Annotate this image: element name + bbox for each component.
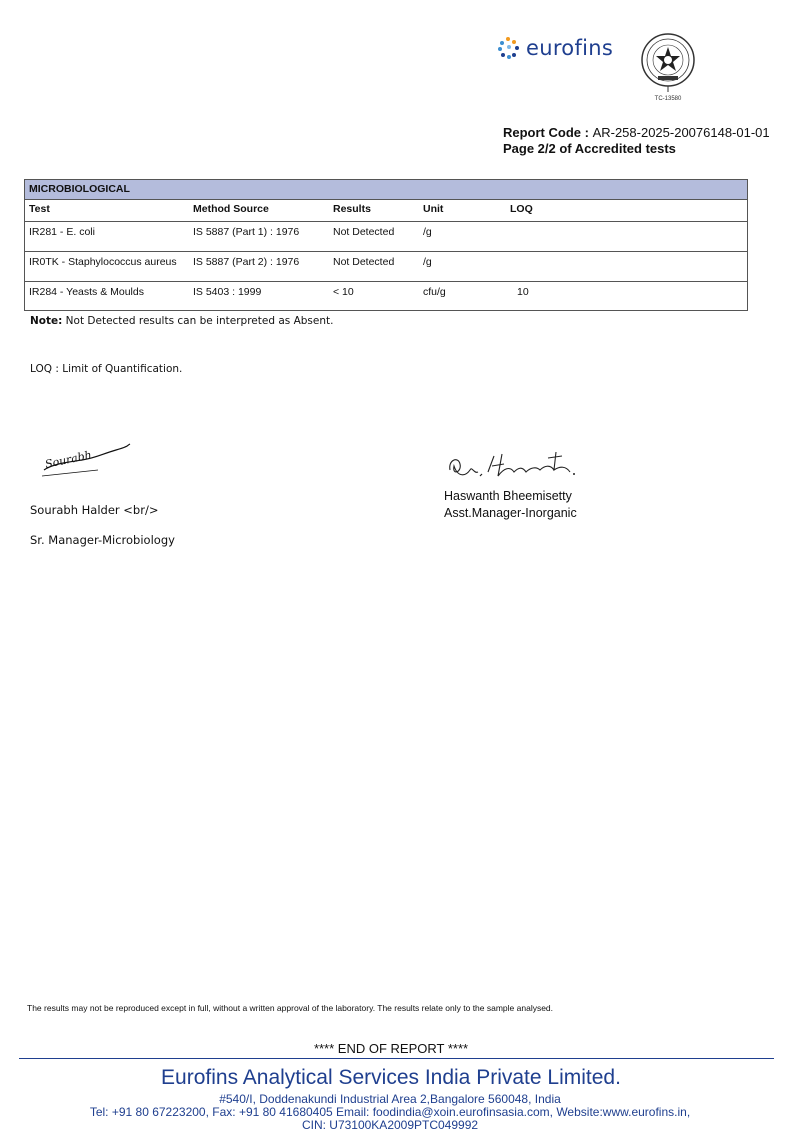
cell-test: IR281 - E. coli xyxy=(29,226,95,238)
company-contact: Tel: +91 80 67223200, Fax: +91 80 41680405 Email: foodindia@xoin.eurofinsasia.com, Website:www.eurofins.in, xyxy=(89,1105,691,1119)
eurofins-dots-icon xyxy=(498,37,520,59)
column-header: Unit xyxy=(423,203,444,215)
left-signatory-title: Sr. Manager-Microbiology xyxy=(30,533,175,547)
results-table xyxy=(24,179,748,311)
report-code-value: AR-258-2025-20076148-01-01 xyxy=(592,125,770,140)
note-label: Note: xyxy=(30,315,63,327)
table-header-row xyxy=(25,200,747,222)
end-of-report: **** END OF REPORT **** xyxy=(313,1041,469,1056)
cell-unit: /g xyxy=(423,256,432,268)
cell-unit: /g xyxy=(423,226,432,238)
table-row xyxy=(25,282,747,312)
company-cin: CIN: U73100KA2009PTC049992 xyxy=(301,1118,479,1132)
table-row xyxy=(25,252,747,282)
note-text: Not Detected results can be interpreted as Absent. xyxy=(62,315,334,327)
cell-method: IS 5887 (Part 1) : 1976 xyxy=(193,226,300,238)
company-name: Eurofins Analytical Services India Private Limited. xyxy=(161,1066,621,1089)
cell-test: IR284 - Yeasts & Moulds xyxy=(29,286,144,298)
table-row xyxy=(25,222,747,252)
column-header: Test xyxy=(29,203,50,215)
cell-method: IS 5403 : 1999 xyxy=(193,286,262,298)
page-info: Page 2/2 of Accredited tests xyxy=(503,141,676,156)
cell-loq: 10 xyxy=(517,286,529,298)
column-header: LOQ xyxy=(510,203,533,215)
loq-definition: LOQ : Limit of Quantification. xyxy=(30,363,183,375)
cell-result: Not Detected xyxy=(333,226,395,238)
column-header: Method Source xyxy=(193,203,269,215)
company-address: #540/I, Doddenakundi Industrial Area 2,Bangalore 560048, India xyxy=(219,1092,561,1106)
logo-text: eurofins xyxy=(526,36,614,60)
report-code xyxy=(503,125,770,140)
seal-code: TC-13580 xyxy=(654,96,682,102)
cell-result: Not Detected xyxy=(333,256,395,268)
cell-method: IS 5887 (Part 2) : 1976 xyxy=(193,256,300,268)
signature-sourabh xyxy=(38,440,148,480)
section-header: MICROBIOLOGICAL xyxy=(25,180,747,200)
signature-haswanth xyxy=(444,448,584,486)
cell-unit: cfu/g xyxy=(423,286,446,298)
right-signatory-name: Haswanth Bheemisetty xyxy=(444,489,572,503)
cell-result: < 10 xyxy=(333,286,354,298)
left-signatory-name: Sourabh Halder <br/> xyxy=(30,503,159,517)
note xyxy=(30,315,333,327)
column-header: Results xyxy=(333,203,371,215)
footer-divider xyxy=(19,1058,774,1059)
cell-test: IR0TK - Staphylococcus aureus xyxy=(29,256,177,268)
left-signature-text: Sourabh xyxy=(43,448,93,471)
right-signatory-title: Asst.Manager-Inorganic xyxy=(444,506,577,520)
report-code-label: Report Code : xyxy=(503,125,593,140)
disclaimer: The results may not be reproduced except in full, without a written approval of the laboratory. The results relate only to the sample analysed. xyxy=(27,1003,554,1013)
eurofins-logo xyxy=(498,36,613,60)
